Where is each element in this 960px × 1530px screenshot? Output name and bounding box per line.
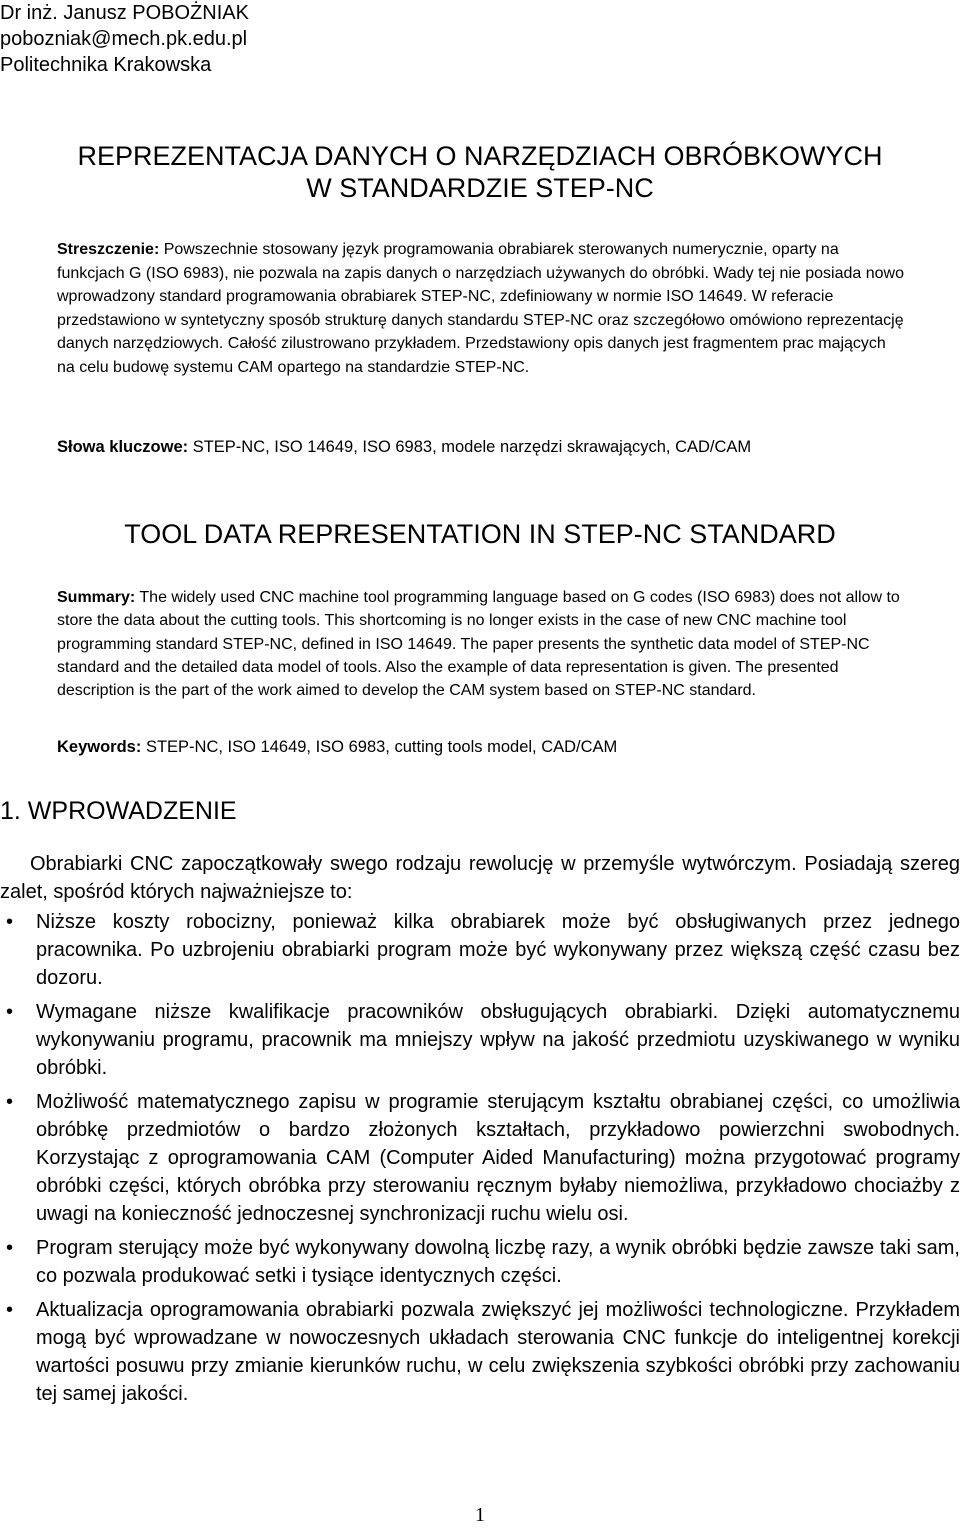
author-email: pobozniak@mech.pk.edu.pl [0,28,248,50]
bullet-icon: • [6,1237,14,1259]
keywords-english-text: STEP-NC, ISO 14649, ISO 6983, cutting tools model, CAD/CAM [141,738,618,756]
bullet-icon: • [6,1091,14,1113]
keywords-english-label: Keywords: [57,738,142,756]
page-number: 1 [475,1504,485,1526]
abstract-polish-text: Powszechnie stosowany język programowania obrabiarek sterowanych numerycznie, oparty na funkcjach G (ISO 6983), nie pozwala na zapis danych o narzędziach używanych do obróbki. Wady tej nie posiada nowo wprowadzony standard programowania obrabiarek STEP-NC, zdefiniowany w normie ISO 14649. W referacie przedstawiono w syntetyczny sposób strukturę danych standardu STEP-NC oraz szczegółowo omówiono reprezentację danych narzędziowych. Całość zilustrowano przykładem. Przedstawiony opis danych jest fragmentem prac mających na celu budowę systemu CAM opartego na standardzie STEP-NC. [57,241,904,376]
paper-title-polish [0,140,960,204]
advantages-list [0,908,960,1414]
list-item [0,1296,960,1408]
paper-title-english: TOOL DATA REPRESENTATION IN STEP-NC STANDARD [124,519,836,549]
summary-english-label: Summary: [57,589,136,606]
author-name: Dr inż. Janusz POBOŻNIAK [0,2,249,24]
list-item-text: Program sterujący może być wykonywany dowolną liczbę razy, a wynik obróbki będzie zawsze taki sam, co pozwala produkować setki i tysiące identycznych części. [36,1237,960,1287]
paper-title-polish-line1: REPREZENTACJA DANYCH O NARZĘDZIACH OBRÓBKOWYCH [77,141,883,171]
keywords-polish-label: Słowa kluczowe: [57,438,189,456]
section-intro-paragraph [0,850,960,906]
keywords-polish-text: STEP-NC, ISO 14649, ISO 6983, modele narzędzi skrawających, CAD/CAM [188,438,752,456]
list-item-text: Możliwość matematycznego zapisu w programie sterującym kształtu obrabianej części, co umożliwia obróbkę przedmiotów o bardzo złożonych kształtach, przykładowo powierzchni swobodnych. Korzystając z oprogramowania CAM (Computer Aided Manufacturing) można przygotować programy obróbki części, których obróbka przy sterowaniu ręcznym byłaby niemożliwa, przykładowo chociażby z uwagi na konieczność jednoczesnej synchronizacji ruchu wielu osi. [36,1091,960,1225]
summary-english [57,586,909,702]
abstract-polish-label: Streszczenie: [57,241,160,258]
bullet-icon: • [6,911,14,933]
author-block [0,0,249,78]
paper-title-polish-line2: W STANDARDZIE STEP-NC [306,173,654,203]
bullet-icon: • [6,1001,14,1023]
list-item-text: Niższe koszty robocizny, ponieważ kilka obrabiarek może być obsługiwanych przez jednego pracownika. Po uzbrojeniu obrabiarki program może być wykonywany przez większą część czasu bez dozoru. [36,911,960,989]
section-heading: 1. WPROWADZENIE [0,797,237,825]
keywords-polish [57,436,937,459]
summary-english-text: The widely used CNC machine tool programming language based on G codes (ISO 6983) does not allow to store the data about the cutting tools. This shortcoming is no longer exists in the case of new CNC machine tool programming standard STEP-NC, defined in ISO 14649. The paper presents the synthetic data model of STEP-NC standard and the detailed data model of tools. Also the example of data representation is given. The presented description is the part of the work aimed to develop the CAM system based on STEP-NC standard. [57,589,900,700]
keywords-english [57,736,937,759]
abstract-polish [57,238,907,379]
list-item [0,1234,960,1290]
bullet-icon: • [6,1299,14,1321]
author-affiliation: Politechnika Krakowska [0,54,212,76]
list-item [0,1088,960,1228]
list-item [0,908,960,992]
list-item [0,998,960,1082]
intro-text: Obrabiarki CNC zapoczątkowały swego rodzaju rewolucję w przemyśle wytwórczym. Posiadają szereg zalet, spośród których najważniejsze to: [0,853,960,903]
list-item-text: Wymagane niższe kwalifikacje pracowników obsługujących obrabiarki. Dzięki automatycznemu wykonywaniu programu, pracownik ma mniejszy wpływ na jakość przedmiotu uzyskiwanego w wyniku obróbki. [36,1001,960,1079]
list-item-text: Aktualizacja oprogramowania obrabiarki pozwala zwiększyć jej możliwości technologiczne. Przykładem mogą być wprowadzane w nowoczesnych układach sterowania CNC funkcje do inteligentnej korekcji wartości posuwu przy zmianie kierunków ruchu, w celu zwiększenia szybkości obróbki przy zachowaniu tej samej jakości. [36,1299,960,1405]
